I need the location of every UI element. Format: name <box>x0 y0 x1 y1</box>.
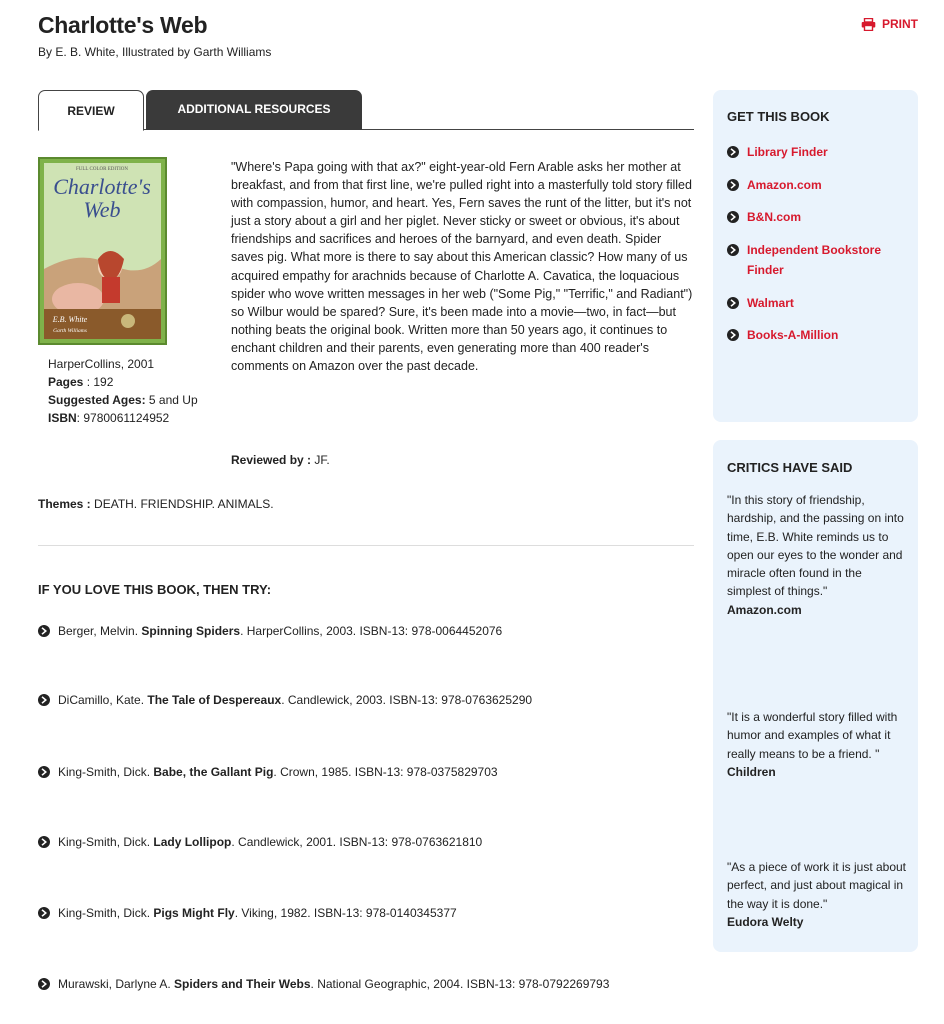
critic-quote <box>727 491 907 619</box>
recommendation-text <box>58 693 532 707</box>
recommendation-item <box>38 624 502 638</box>
recommendation-text <box>58 906 457 920</box>
recommendation-author: King-Smith, Dick. <box>58 765 151 779</box>
cover-edition: FULL COLOR EDITION <box>75 167 129 172</box>
publisher: HarperCollins, 2001 <box>48 357 155 371</box>
recommendation-text <box>58 977 609 991</box>
recommendation-title[interactable]: The Tale of Despereaux <box>147 693 282 707</box>
review-text: "Where's Papa going with that ax?" eight-year-old Fern Arable asks her mother at breakfast, and from that first line, we're pulled right into a masterfully told story filled with compassion, humor, and heart. Yes, Fern saves the runt of the litter, but it's not just a story about a girl and her piglet. Never sticky or sweet or obvious, it's about friendships and sacrifices and heroes of the barnyard, and even death. Spider saves pig. What more is there to say about this American classic? How many of us acquired empathy for arachnids because of Charlotte A. Cavatica, the loquacious spider who wove written messages in her web ("Some Pig," "Terrific," and Radiant") so Wilbur would be spared? Sure, it's been made into a movie—two, in fact—but nothing beats the original book. Written more than 50 years ago, it continues to enchant children and their parents, even generating more than 400 reader's comments on Amazon over the past decade. <box>231 160 693 374</box>
pages-label: Pages <box>48 375 84 389</box>
critic-quote-source: Children <box>727 764 776 779</box>
cover-title-line1: Charlotte's <box>53 174 151 199</box>
critic-quote <box>727 858 907 931</box>
themes-label: Themes : <box>38 497 91 511</box>
circle-arrow-right-icon <box>38 694 50 706</box>
recommendation-details: . HarperCollins, 2003. ISBN-13: 978-0064452076 <box>240 624 503 638</box>
book-meta <box>48 355 198 427</box>
recommendation-title[interactable]: Spiders and Their Webs <box>174 977 311 991</box>
recommendation-author: King-Smith, Dick. <box>58 835 151 849</box>
critic-quote-text: "It is a wonderful story filled with humor and examples of what it really means to be a friend. " <box>727 710 898 761</box>
critics-panel <box>713 440 918 952</box>
circle-arrow-right-icon <box>727 297 739 309</box>
critic-quote <box>727 708 907 781</box>
critic-quote-text: "In this story of friendship, hardship, and the passing on into time, E.B. White reminds us to open our eyes to the wonder and miracle often found in the simplest of things." <box>727 493 904 599</box>
themes-value: DEATH. FRIENDSHIP. ANIMALS. <box>94 497 274 511</box>
cover-illustrator: Garth Williams <box>53 328 87 334</box>
recommendation-author: Murawski, Darlyne A. <box>58 977 171 991</box>
store-link[interactable] <box>727 175 822 195</box>
circle-arrow-right-icon <box>727 146 739 158</box>
recommendation-title[interactable]: Lady Lollipop <box>153 835 232 849</box>
recommendation-title[interactable]: Babe, the Gallant Pig <box>153 765 274 779</box>
recommendation-item <box>38 906 457 920</box>
critic-quote-source: Eudora Welty <box>727 914 804 929</box>
print-button[interactable] <box>861 17 918 31</box>
circle-arrow-right-icon <box>38 766 50 778</box>
circle-arrow-right-icon <box>38 625 50 637</box>
store-link[interactable] <box>727 293 794 313</box>
pages-row: Pages : 192 <box>48 375 114 389</box>
recommendation-details: . National Geographic, 2004. ISBN-13: 978-0792269793 <box>310 977 610 991</box>
isbn-value: 9780061124952 <box>83 411 170 425</box>
circle-arrow-right-icon <box>38 978 50 990</box>
recommendation-details: . Viking, 1982. ISBN-13: 978-0140345377 <box>234 906 457 920</box>
store-link[interactable] <box>727 325 838 345</box>
get-this-book-title: GET THIS BOOK <box>727 109 830 124</box>
printer-icon <box>861 18 876 31</box>
ages-label: Suggested Ages: <box>48 393 146 407</box>
critics-title: CRITICS HAVE SAID <box>727 460 853 475</box>
isbn-row: ISBN: 9780061124952 <box>48 411 170 425</box>
recommendation-author: Berger, Melvin. <box>58 624 139 638</box>
reviewed-by-label: Reviewed by : <box>231 453 312 467</box>
pages-value: 192 <box>93 375 114 389</box>
recommendation-details: . Candlewick, 2003. ISBN-13: 978-0763625290 <box>281 693 533 707</box>
tab-review[interactable]: REVIEW <box>38 90 144 131</box>
ages-row <box>48 391 198 409</box>
ages-value: 5 and Up <box>148 393 198 407</box>
circle-arrow-right-icon <box>727 329 739 341</box>
byline: By E. B. White, Illustrated by Garth Williams <box>38 45 272 59</box>
store-link[interactable] <box>727 240 881 280</box>
store-link-label: Walmart <box>747 296 794 310</box>
circle-arrow-right-icon <box>727 211 739 223</box>
recommendation-item <box>38 693 532 707</box>
recommendation-item <box>38 977 609 991</box>
page-title: Charlotte's Web <box>38 12 208 38</box>
store-link[interactable] <box>727 142 828 162</box>
recommendations-title: IF YOU LOVE THIS BOOK, THEN TRY: <box>38 582 272 597</box>
recommendation-title[interactable]: Pigs Might Fly <box>153 906 235 920</box>
recommendation-text <box>58 835 482 849</box>
recommendation-author: King-Smith, Dick. <box>58 906 151 920</box>
cover-title-line2: Web <box>83 197 121 222</box>
divider <box>38 545 694 546</box>
recommendation-title[interactable]: Spinning Spiders <box>141 624 241 638</box>
themes <box>38 497 274 511</box>
store-link-label: B&N.com <box>747 210 802 224</box>
recommendation-text <box>58 624 502 638</box>
circle-arrow-right-icon <box>727 179 739 191</box>
circle-arrow-right-icon <box>38 907 50 919</box>
recommendation-item <box>38 835 482 849</box>
store-link-label: Amazon.com <box>747 178 822 192</box>
circle-arrow-right-icon <box>38 836 50 848</box>
recommendation-author: DiCamillo, Kate. <box>58 693 145 707</box>
tab-additional-resources[interactable]: ADDITIONAL RESOURCES <box>146 90 362 130</box>
store-link-label: Library Finder <box>747 145 828 159</box>
store-link-label: Books-A-Million <box>747 328 839 342</box>
recommendation-details: . Crown, 1985. ISBN-13: 978-0375829703 <box>273 765 498 779</box>
store-link-label: Independent Bookstore Finder <box>747 243 882 277</box>
tab-bar <box>38 90 694 130</box>
circle-arrow-right-icon <box>727 244 739 256</box>
critic-quote-source: Amazon.com <box>727 602 802 617</box>
recommendation-item <box>38 765 498 779</box>
isbn-label: ISBN <box>48 411 77 425</box>
recommendation-text <box>58 765 498 779</box>
book-cover-image <box>38 157 167 345</box>
recommendation-details: . Candlewick, 2001. ISBN-13: 978-0763621810 <box>231 835 483 849</box>
reviewed-by-value: JF. <box>314 453 330 467</box>
print-label: PRINT <box>882 17 918 31</box>
get-this-book-panel <box>713 90 918 422</box>
reviewed-by <box>231 453 330 467</box>
critic-quote-text: "As a piece of work it is just about perfect, and just about magical in the way it is done." <box>727 860 907 911</box>
store-link[interactable] <box>727 207 801 227</box>
cover-author: E.B. White <box>52 315 88 324</box>
